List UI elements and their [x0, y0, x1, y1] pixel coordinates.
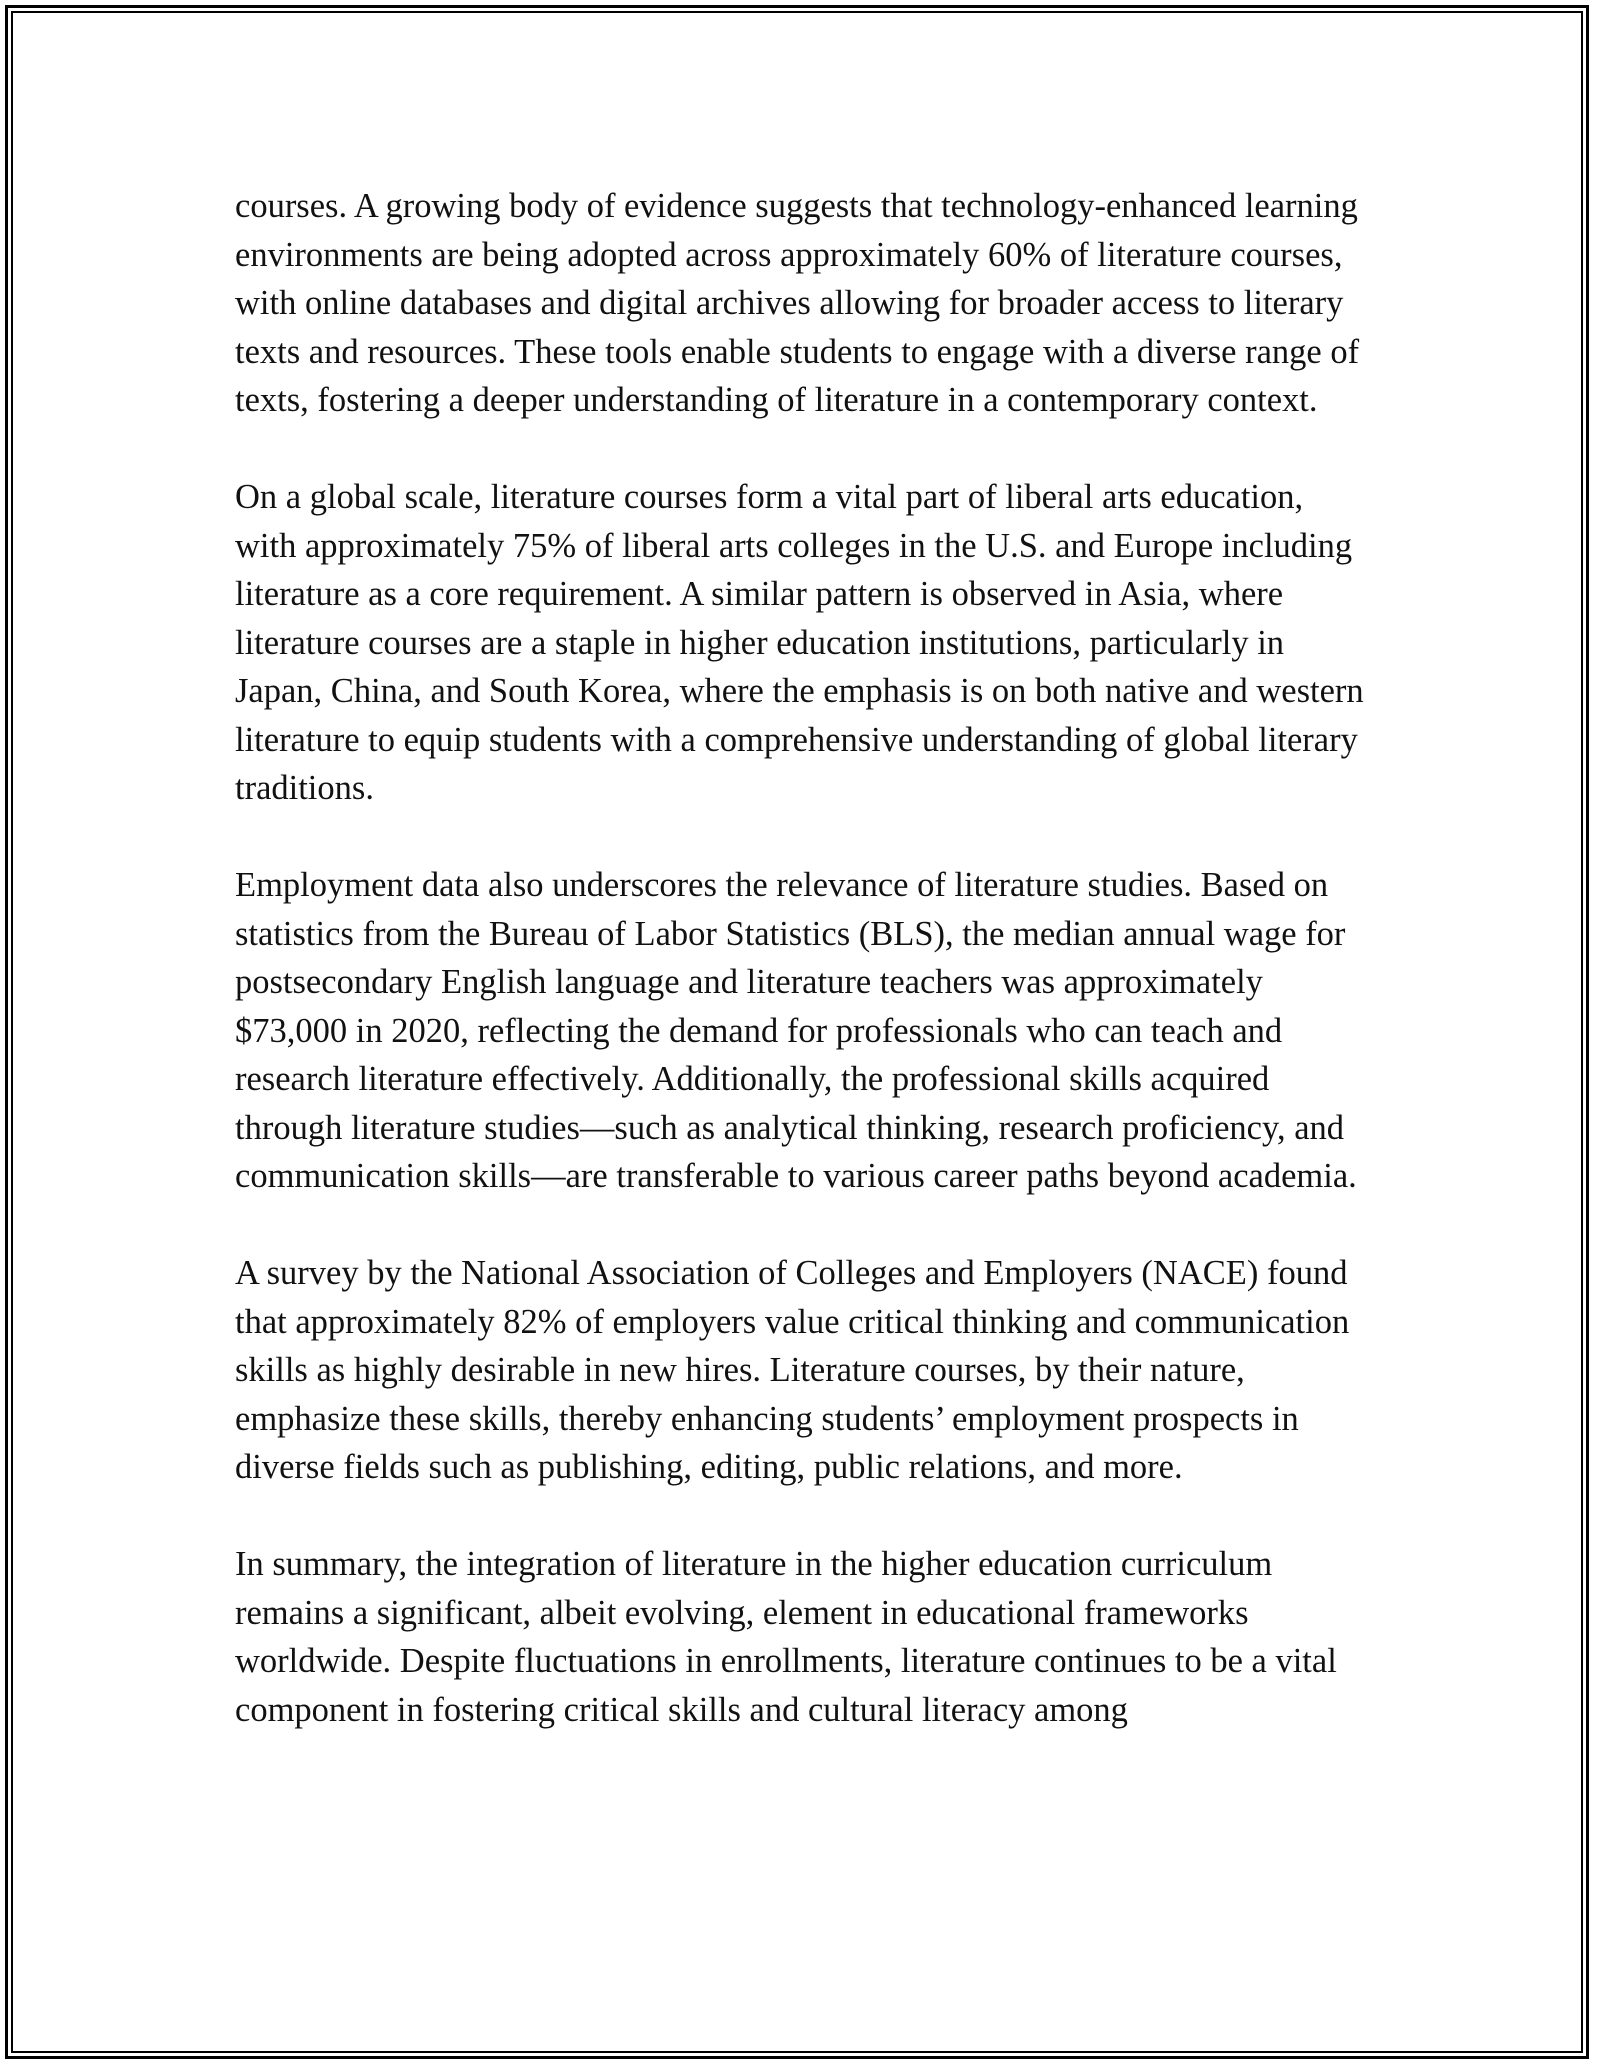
paragraph-employment-data: Employment data also underscores the relevance of literature studies. Based on statistics from the Bureau of Labor Statistics (BLS), the median annual wage for postsecondary English language and literature teachers was approximately $73,000 in 2020, reflecting the demand for professionals who can teach and research literature effectively. Additionally, the professional skills acquired through literature studies—such as analytical thinking, research proficiency, and communication skills—are transferable to various career paths beyond academia.	[235, 866, 1357, 1195]
paragraph-summary: In summary, the integration of literature in the higher education curriculum remains a significant, albeit evolving, element in educational frameworks worldwide. Despite fluctuations in enrollments, literature continues to be a vital component in fostering critical skills and cultural literacy among	[235, 1545, 1337, 1729]
paragraph-global-scale: On a global scale, literature courses form a vital part of liberal arts education, with approximately 75% of liberal arts colleges in the U.S. and Europe including literature as a core requirement. A similar pattern is observed in Asia, where literature courses are a staple in higher education institutions, particularly in Japan, China, and South Korea, where the emphasis is on both native and western literature to equip students with a comprehensive understanding of global literary traditions.	[235, 478, 1364, 807]
document-body	[235, 182, 1370, 1734]
paragraph-technology-enhanced-learning: courses. A growing body of evidence suggests that technology-enhanced learning environments are being adopted across approximately 60% of literature courses, with online databases and digital archives allowing for broader access to literary texts and resources. These tools enable students to engage with a diverse range of texts, fostering a deeper understanding of literature in a contemporary context.	[235, 187, 1360, 419]
paragraph-nace-survey: A survey by the National Association of Colleges and Employers (NACE) found that approximately 82% of employers value critical thinking and communication skills as highly desirable in new hires. Literature courses, by their nature, emphasize these skills, thereby enhancing students’ employment prospects in diverse fields such as publishing, editing, public relations, and more.	[235, 1254, 1350, 1486]
